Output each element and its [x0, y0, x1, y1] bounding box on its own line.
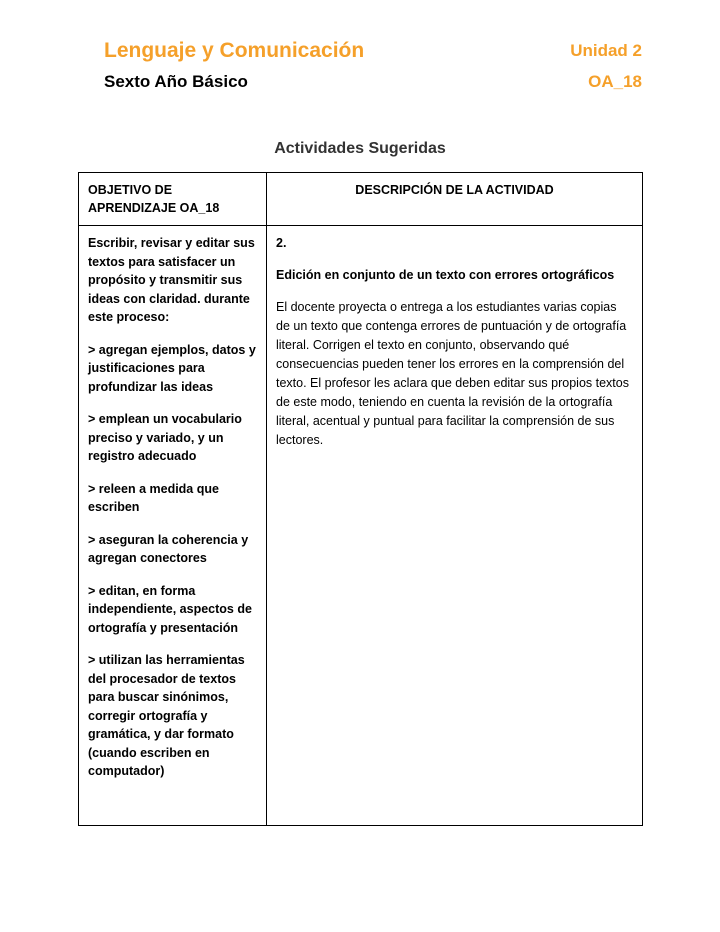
header-left-block [104, 38, 364, 94]
header-right-block [422, 38, 642, 94]
document-header [78, 38, 642, 102]
objective-intro: Escribir, revisar y editar sus textos para satisfacer un propósito y transmitir sus ideas con claridad. durante este proceso: [88, 236, 255, 324]
objective-bullet-1: > agregan ejemplos, datos y justificaciones para profundizar las ideas [88, 342, 256, 394]
unit-title: Unidad 2 [570, 41, 642, 60]
table-row [79, 226, 643, 826]
objective-bullet-6: > utilizan las herramientas del procesador de textos para buscar sinónimos, corregir ortografía y gramática, y dar formato (cuando escriben en computador) [88, 653, 245, 778]
objective-bullet-2: > emplean un vocabulario preciso y variado, y un registro adecuado [88, 412, 242, 463]
objective-cell [79, 226, 267, 826]
oa-code: OA_18 [588, 72, 642, 91]
table-header-row [79, 173, 643, 226]
objective-bullet-5: > editan, en forma independiente, aspectos de ortografía y presentación [88, 583, 252, 635]
objective-bullet-4: > aseguran la coherencia y agregan conectores [88, 532, 249, 565]
subject-title: Lenguaje y Comunicación [104, 39, 365, 62]
description-cell [267, 226, 643, 826]
column-header-description: DESCRIPCIÓN DE LA ACTIVIDAD [267, 173, 643, 226]
activity-number: 2. [276, 236, 287, 250]
grade-title: Sexto Año Básico [104, 72, 248, 91]
objective-bullet-3: > releen a medida que escriben [88, 481, 219, 514]
activity-body: El docente proyecta o entrega a los estudiantes varias copias de un texto que contenga errores de puntuación y de ortografía literal. Corrigen el texto en conjunto, observando qué consecuencias pueden tener los errores en la comprensión del texto. El profesor les aclara que deben editar sus propios textos de este modo, teniendo en cuenta la revisión de la ortografía literal, acentual y puntual para facilitar la comprensión de sus lectores. [276, 300, 629, 447]
activity-heading: Edición en conjunto de un texto con errores ortográficos [276, 268, 615, 282]
section-title: Actividades Sugeridas [274, 140, 446, 157]
column-header-objective: OBJETIVO DE APRENDIZAJE OA_18 [79, 173, 267, 226]
activities-table [78, 172, 643, 826]
